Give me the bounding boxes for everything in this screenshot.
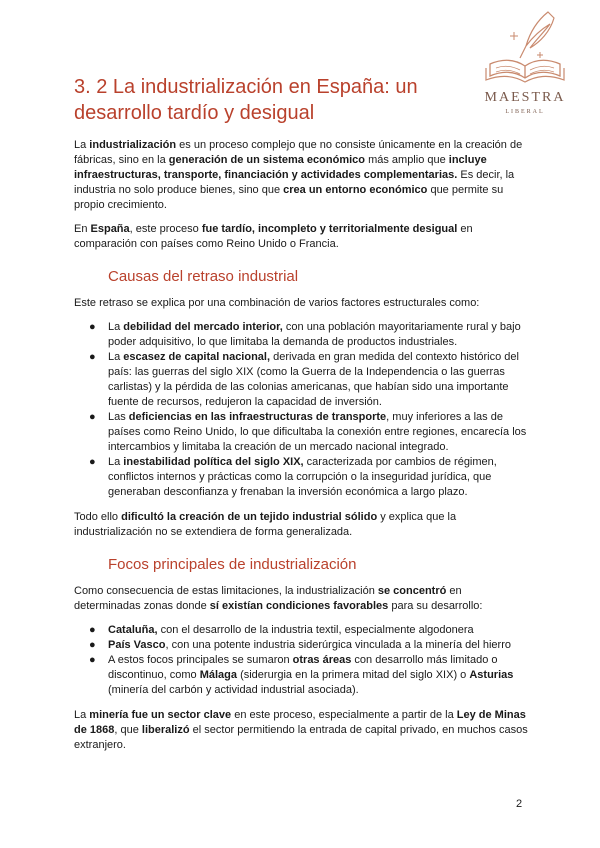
text-run: La — [108, 456, 124, 468]
text-run: Es decir, la industria no solo produce bienes, sino que — [74, 169, 515, 196]
foci-conclusion — [74, 708, 530, 753]
text-run: La — [74, 709, 90, 721]
causes-intro — [74, 296, 530, 311]
list-item — [74, 455, 530, 500]
bold-text: otras áreas — [292, 654, 352, 666]
text-run: y explica que la industrialización no se extendiera de forma generalizada. — [74, 511, 457, 538]
book-quill-icon — [470, 6, 580, 90]
text-run: Este retraso se explica por una combinación de varios factores estructurales como: — [74, 297, 480, 309]
text-run: , muy inferiores a las de países como Reino Unido, lo que dificultaba la conexión entre regiones, encarecía los intercambios y limitaba la creación de un mercado nacional integrado. — [108, 411, 527, 453]
bold-text: crea un entorno económico — [283, 184, 428, 196]
text-run: para su desarrollo: — [388, 600, 483, 612]
text-run: La — [108, 321, 124, 333]
text-run: Las — [108, 411, 129, 423]
logo-subtitle: LIBERAL — [505, 109, 545, 115]
foci-list — [74, 623, 530, 698]
list-item — [74, 623, 530, 638]
bold-text: debilidad del mercado interior, — [123, 321, 283, 333]
text-run: , este proceso — [129, 223, 202, 235]
bold-text: minería fue un sector clave — [89, 709, 232, 721]
bold-text: fue tardío, incompleto y territorialmente desigual — [201, 223, 458, 235]
foci-intro — [74, 584, 530, 614]
bold-text: País Vasco — [108, 639, 166, 651]
intro-paragraph-1 — [74, 138, 530, 213]
text-run: en este proceso, especialmente a partir de la — [231, 709, 457, 721]
bullet-icon: ● — [89, 654, 96, 666]
text-run: A estos focos principales se sumaron — [108, 654, 293, 666]
logo-wordmark: MAESTRA — [484, 90, 566, 105]
text-run: En — [74, 223, 91, 235]
text-run: caracterizada por cambios de régimen, conflictos internos y prácticas como la corrupción o la inseguridad jurídica, que generaban desconfianza y frenaban la inversión económica a largo plazo. — [108, 456, 497, 498]
foci-heading: Focos principales de industrialización — [108, 556, 357, 573]
text-run: es un proceso complejo que no consiste únicamente en la creación de fábricas, sino en la — [74, 139, 523, 166]
bold-text: generación de un sistema económico — [168, 154, 366, 166]
causes-conclusion — [74, 510, 530, 540]
bold-text: España — [90, 223, 130, 235]
text-run: La — [74, 139, 90, 151]
bold-text: Asturias — [469, 669, 514, 681]
causes-list — [74, 320, 530, 500]
text-run: (siderurgia en la primera mitad del siglo XIX) o — [237, 669, 470, 681]
bold-text: incluye infraestructuras, transporte, financiación y actividades complementarias. — [74, 154, 487, 181]
text-run: , con una potente industria siderúrgica vinculada a la minería del hierro — [165, 639, 511, 651]
text-run: con desarrollo más limitado o discontinuo, como — [108, 654, 498, 681]
text-run: el sector permitiendo la entrada de capital privado, en muchos casos extranjero. — [74, 724, 528, 751]
bold-text: liberalizó — [141, 724, 190, 736]
text-run: que permite su propio crecimiento. — [74, 184, 504, 211]
bold-text: Málaga — [199, 669, 238, 681]
page-number: 2 — [516, 798, 523, 810]
bold-text: industrialización — [89, 139, 177, 151]
bold-text: se concentró — [377, 585, 447, 597]
text-run: con una población mayoritariamente rural y bajo poder adquisitivo, lo que limitaba la demanda de productos industriales. — [108, 321, 521, 348]
bold-text: escasez de capital nacional, — [123, 351, 271, 363]
list-item — [74, 350, 530, 410]
bold-text: Cataluña, — [108, 624, 158, 636]
main-content — [74, 138, 530, 762]
text-run: , que — [114, 724, 142, 736]
bullet-icon: ● — [89, 351, 96, 363]
bullet-icon: ● — [89, 411, 96, 423]
causes-heading: Causas del retraso industrial — [108, 268, 299, 285]
page-title: 3. 2 La industrialización en España: un desarrollo tardío y desigual — [74, 76, 418, 124]
maestra-logo — [470, 6, 580, 124]
bullet-icon: ● — [89, 321, 96, 333]
text-run: Todo ello — [74, 511, 122, 523]
bold-text: deficiencias en las infraestructuras de transporte — [128, 411, 387, 423]
list-item — [74, 653, 530, 698]
bold-text: sí existían condiciones favorables — [209, 600, 389, 612]
bold-text: Ley de Minas de 1868 — [74, 709, 526, 736]
text-run: más amplio que — [365, 154, 449, 166]
bullet-icon: ● — [89, 456, 96, 468]
text-run: en comparación con países como Reino Unido o Francia. — [74, 223, 473, 250]
text-run: con el desarrollo de la industria textil, especialmente algodonera — [157, 624, 474, 636]
text-run: (minería del carbón y actividad industrial asociada). — [108, 684, 359, 696]
intro-paragraph-2 — [74, 222, 530, 252]
text-run: derivada en gran medida del contexto histórico del país: las guerras del siglo XIX (como la Guerra de la Independencia o las guerras carlistas) y la pérdida de las colonias americanas, que habían sido una importante fuente de recursos, redujeron la capacidad de inversión. — [108, 351, 519, 408]
text-run: Como consecuencia de estas limitaciones, la industrialización — [74, 585, 378, 597]
bullet-icon: ● — [89, 624, 96, 636]
text-run: en determinadas zonas donde — [74, 585, 462, 612]
bold-text: dificultó la creación de un tejido industrial sólido — [121, 511, 378, 523]
list-item — [74, 638, 530, 653]
text-run: La — [108, 351, 124, 363]
bullet-icon: ● — [89, 639, 96, 651]
list-item — [74, 410, 530, 455]
bold-text: inestabilidad política del siglo XIX, — [123, 456, 304, 468]
list-item — [74, 320, 530, 350]
